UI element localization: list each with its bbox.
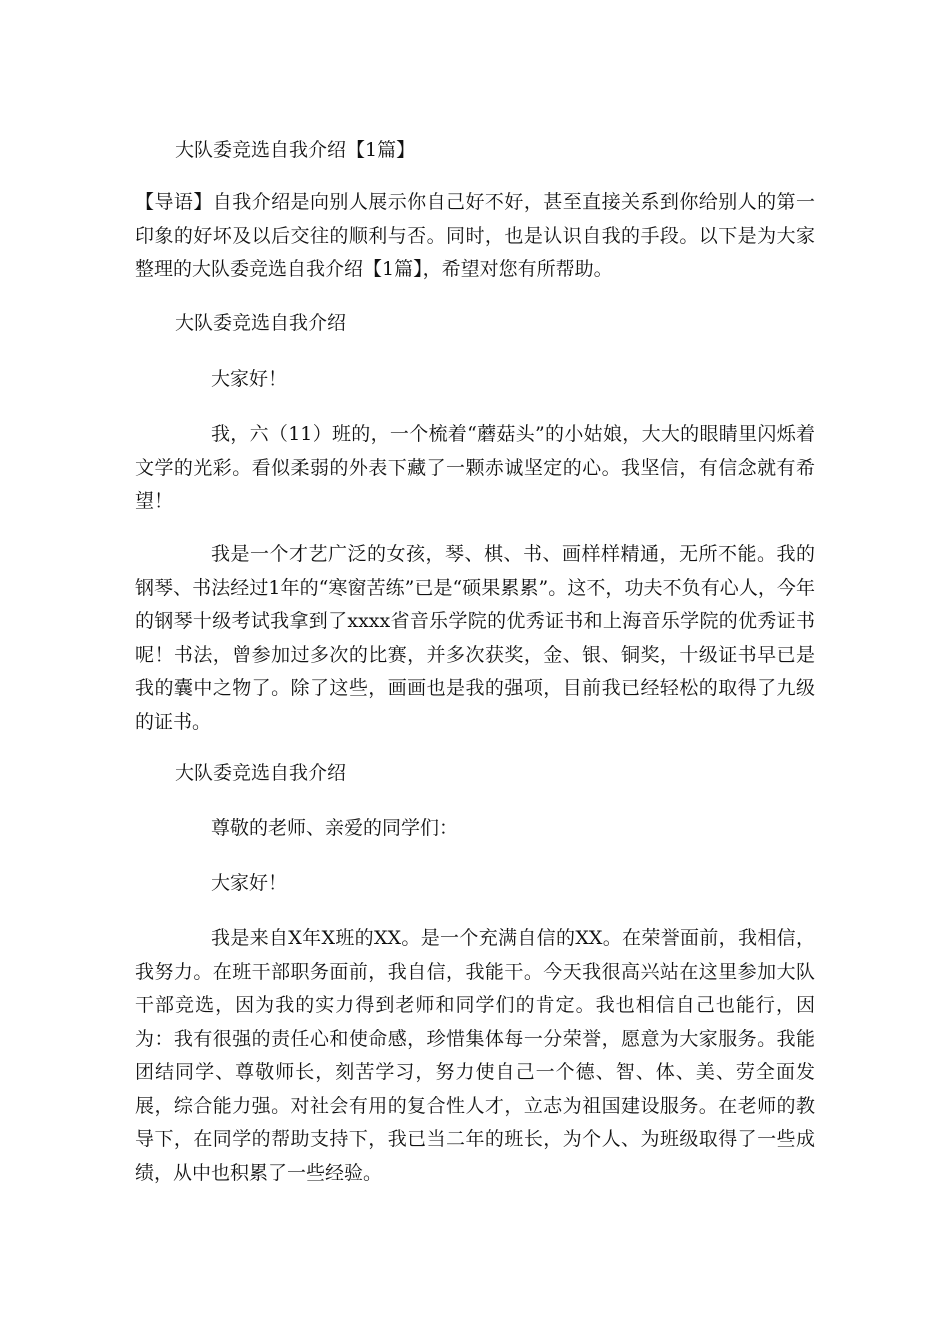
document-title: 大队委竞选自我介绍【1篇】 xyxy=(175,139,416,161)
salutation: 尊敬的老师、亲爱的同学们： xyxy=(211,817,459,839)
body-paragraph-2: 我是一个才艺广泛的女孩，琴、棋、书、画样样精通，无所不能。我的钢琴、书法经过1年的“寒窗苦练”已是“硕果累累”。这不，功夫不负有心人，今年的钢琴十级考试我拿到了xxxx省音乐学院的优秀证书和上海音乐学院的优秀证书呢！书法，曾参加过多次的比赛，并多次获奖，金、银、铜奖，十级证书早已是我的囊中之物了。除了这些，画画也是我的强项，目前我已经轻松的取得了九级的证书。 xyxy=(135,543,815,733)
greeting-2: 大家好！ xyxy=(211,872,288,894)
body-paragraph-1: 我，六（11）班的，一个梳着“蘑菇头”的小姑娘，大大的眼睛里闪烁着文学的光彩。看似柔弱的外表下藏了一颗赤诚坚定的心。我坚信，有信念就有希望！ xyxy=(135,423,815,512)
body-paragraph-3: 我是来自X年X班的XX。是一个充满自信的XX。在荣誉面前，我相信，我努力。在班干部职务面前，我自信，我能干。今天我很高兴站在这里参加大队干部竞选，因为我的实力得到老师和同学们的肯定。我也相信自己也能行，因为：我有很强的责任心和使命感，珍惜集体每一分荣誉，愿意为大家服务。我能团结同学、尊敬师长，刻苦学习，努力使自己一个德、智、体、美、劳全面发展，综合能力强。对社会有用的复合性人才，立志为祖国建设服务。在老师的教导下，在同学的帮助支持下，我已当二年的班长，为个人、为班级取得了一些成绩，从中也积累了一些经验。 xyxy=(135,927,815,1184)
intro-paragraph: 【导语】自我介绍是向别人展示你自己好不好，甚至直接关系到你给别人的第一印象的好坏及以后交往的顺利与否。同时，也是认识自我的手段。以下是为大家整理的大队委竞选自我介绍【1篇】，希望对您有所帮助。 xyxy=(135,191,815,280)
section-heading-1: 大队委竞选自我介绍 xyxy=(175,312,347,334)
greeting-1: 大家好！ xyxy=(211,368,288,390)
section-heading-2: 大队委竞选自我介绍 xyxy=(175,762,347,784)
